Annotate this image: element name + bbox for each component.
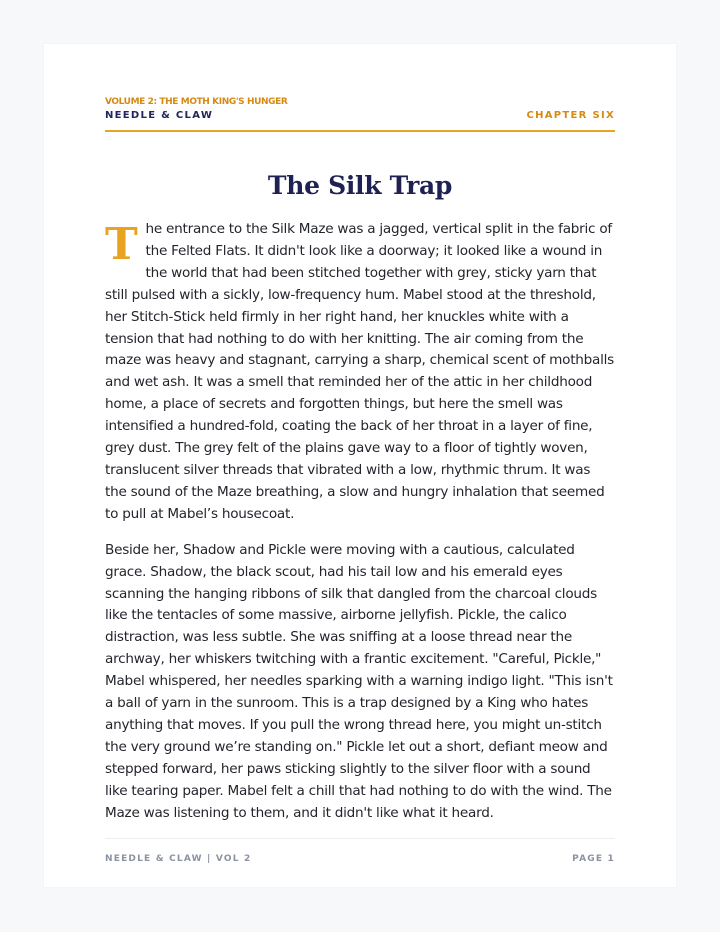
page-content — [105, 44, 615, 887]
paragraph-2: Beside her, Shadow and Pickle were moving with a cautious, calculated grace. Shadow, the black scout, had his tail low and his emerald eyes scanning the hanging ribbons of silk that dangled from the charcoal clouds like the tentacles of some massive, airborne jellyfish. Pickle, the calico distraction, was less subtle. She was sniffing at a loose thread near the archway, her whiskers twitching with a frantic excitement. "Careful, Pickle," Mabel whispered, her needles sparking with a warning indigo light. "This isn't a ball of yarn in the sunroom. This is a trap designed by a King who hates anything that moves. If you pull the wrong thread here, you might un-stitch the very ground we’re standing on." Pickle let out a short, defiant meow and stepped forward, her paws sticking slightly to the silver floor with a sound like tearing paper. Mabel felt a chill that had nothing to do with the wind. The Maze was listening to them, and it didn't like what it heard. — [105, 541, 613, 821]
page-number: PAGE 1 — [572, 854, 615, 864]
footer-book-volume: NEEDLE & CLAW | VOL 2 — [105, 854, 252, 864]
chapter-title: The Silk Trap — [267, 170, 453, 200]
book-title: NEEDLE & CLAW — [105, 110, 214, 121]
book-page — [44, 44, 676, 887]
footer-divider — [105, 838, 615, 839]
volume-title: VOLUME 2: THE MOTH KING'S HUNGER — [105, 97, 288, 107]
paragraph-1-text: he entrance to the Silk Maze was a jagged, vertical split in the fabric of the Felted Flats. It didn't look like a doorway; it looked like a wound in the world that had been stitched together with grey, sticky yarn that still pulsed with a sickly, low-frequency hum. Mabel stood at the threshold, her Stitch-Stick held firmly in her right hand, her knuckles white with a tension that had nothing to do with her knitting. The air coming from the maze was heavy and stagnant, carrying a sharp, chemical scent of mothballs and wet ash. It was a smell that reminded her of the attic in her childhood home, a place of secrets and forgotten things, but here the smell was intensified a hundred-fold, coating the back of her throat in a layer of fine, grey dust. The grey felt of the plains gave way to a floor of tightly woven, translucent silver threads that vibrated with a low, rhythmic thrum. It was the sound of the Maze breathing, a slow and hungry inhalation that seemed to pull at Mabel’s housecoat. — [105, 221, 615, 522]
paragraph-1 — [105, 219, 615, 526]
header-divider — [105, 130, 615, 132]
chapter-label: CHAPTER SIX — [526, 110, 615, 121]
drop-cap: T — [105, 219, 138, 270]
chapter-body — [105, 219, 615, 838]
